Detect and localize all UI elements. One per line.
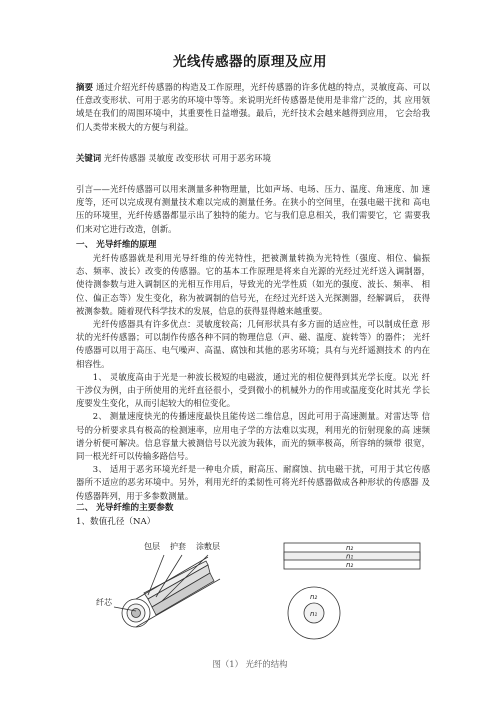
figure-caption: 图（1） 光纤的结构 xyxy=(212,659,288,669)
introduction xyxy=(76,183,430,236)
section2-sub-na: 1、数值孔径（NA） xyxy=(76,517,156,527)
label-n2-bottom: n₂ xyxy=(346,561,354,569)
label-n2-top: n₂ xyxy=(346,544,354,552)
label-n1-mid: n₁ xyxy=(346,552,354,561)
section1-item-1: 1、 灵敏度高由于光是一种波长极短的电磁波，通过光的相位便得到其光学长度。以光 纤干涉仪为例，由于所使用的光纤直径很小，受到微小的机械外力的作用或温度变化时其光 学长度要发生变化，从而引起较大的相位变化。 xyxy=(76,371,430,409)
label-n2-cross: n₂ xyxy=(310,593,318,601)
abstract-label: 摘要 xyxy=(76,82,94,92)
keywords-label: 关键词 xyxy=(76,153,102,163)
fiber-3d-drawing xyxy=(114,555,220,627)
label-core: 纤芯 xyxy=(96,598,112,607)
keywords xyxy=(76,152,430,165)
label-n1-cross: n₁ xyxy=(310,610,318,618)
section1-para2: 光纤传感器具有许多优点：灵敏度较高；几何形状具有多方面的适应性，可以制成任意 形状的光纤传感器；可以制作传感各种不同的物理信息（声、磁、温度、旋转等）的器件； 光纤传感器可以用于高压、电气噪声、高温、腐蚀和其他的恶劣环境；具有与光纤遥测技术 的内在相容性。 xyxy=(76,319,430,369)
abstract-text: 通过介绍光纤传感器的构造及工作原理，光纤传感器的许多优越的特点，灵敏度高、可以任意改变形状、可用于恶劣的环境中等等。来说明光纤传感器是使用是非常广泛的，其 应用领域是在我们的周围环境中，其重要性日益增强。最后，光纤技术会越来越得到应用， 它会给我们人类带来极大的方便与利益。 xyxy=(76,82,430,132)
label-paint: 涂敷层 xyxy=(196,542,220,551)
section2-heading: 二、 光导纤维的主要参数 xyxy=(76,503,174,513)
abstract xyxy=(76,81,430,134)
fiber-diagram xyxy=(96,535,426,655)
label-coating: 包层 xyxy=(144,542,160,551)
page-title: 光线传感器的原理及应用 xyxy=(173,54,327,70)
section1-body xyxy=(76,252,430,503)
label-jacket: 护套 xyxy=(170,542,186,551)
fiber-structure-figure xyxy=(96,535,426,655)
intro-text: 引言——光纤传感器可以用来测量多种物理量，比如声场、电场、压力、温度、角速度、加 速度等，还可以完成现有测量技术难以完成的测量任务。在狭小的空间里，在强电磁干扰和 高电压的环境里，光纤传感器都显示出了独特的能力。它与我们息息相关，我们需要它，它 需要我们来对它进行改造，创新。 xyxy=(76,184,430,234)
section1-heading: 一、 光导纤维的原理 xyxy=(76,240,157,250)
section1-item-3: 3、 适用于恶劣环境光纤是一种电介质，耐高压、耐腐蚀、抗电磁干扰，可用于其它传感 器所不适应的恶劣环境中。另外，利用光纤的柔韧性可将光纤传感器做成各种形状的传感器 及传感器阵列，用于多参数测量。 xyxy=(76,464,430,501)
keywords-text: 光纤传感器 灵敏度 改变形状 可用于恶劣环境 xyxy=(103,153,271,163)
section1-item-2: 2、 测量速度快光的传播速度最快且能传送二维信息，因此可用于高速测量。对雷达等 信号的分析要求具有极高的检测速率，应用电子学的方法难以实现，利用光的衍射现象的高 速频谱分析便可解决。信息容量大被测信号以光波为载体，而光的频率极高，所容纳的频带 很宽，同一根光纤可以传输多路信号。 xyxy=(76,411,430,462)
section1-para1: 光纤传感器就是利用光导纤维的传光特性，把被测量转换为光特性（强度、相位、偏振 态、频率、波长）改变的传感器。它的基本工作原理是将来自光源的光经过光纤送入调制器， 使待测参数与进入调制区的光相互作用后，导致光的光学性质（如光的强度、波长、频率、 相位、偏正态等）发生变化，称为被调制的信号光，在经过光纤送入光探测器，经解调后， 获得被测参数。随着现代科学技术的发展，信息的获得显得越来越重要。 xyxy=(76,253,430,316)
